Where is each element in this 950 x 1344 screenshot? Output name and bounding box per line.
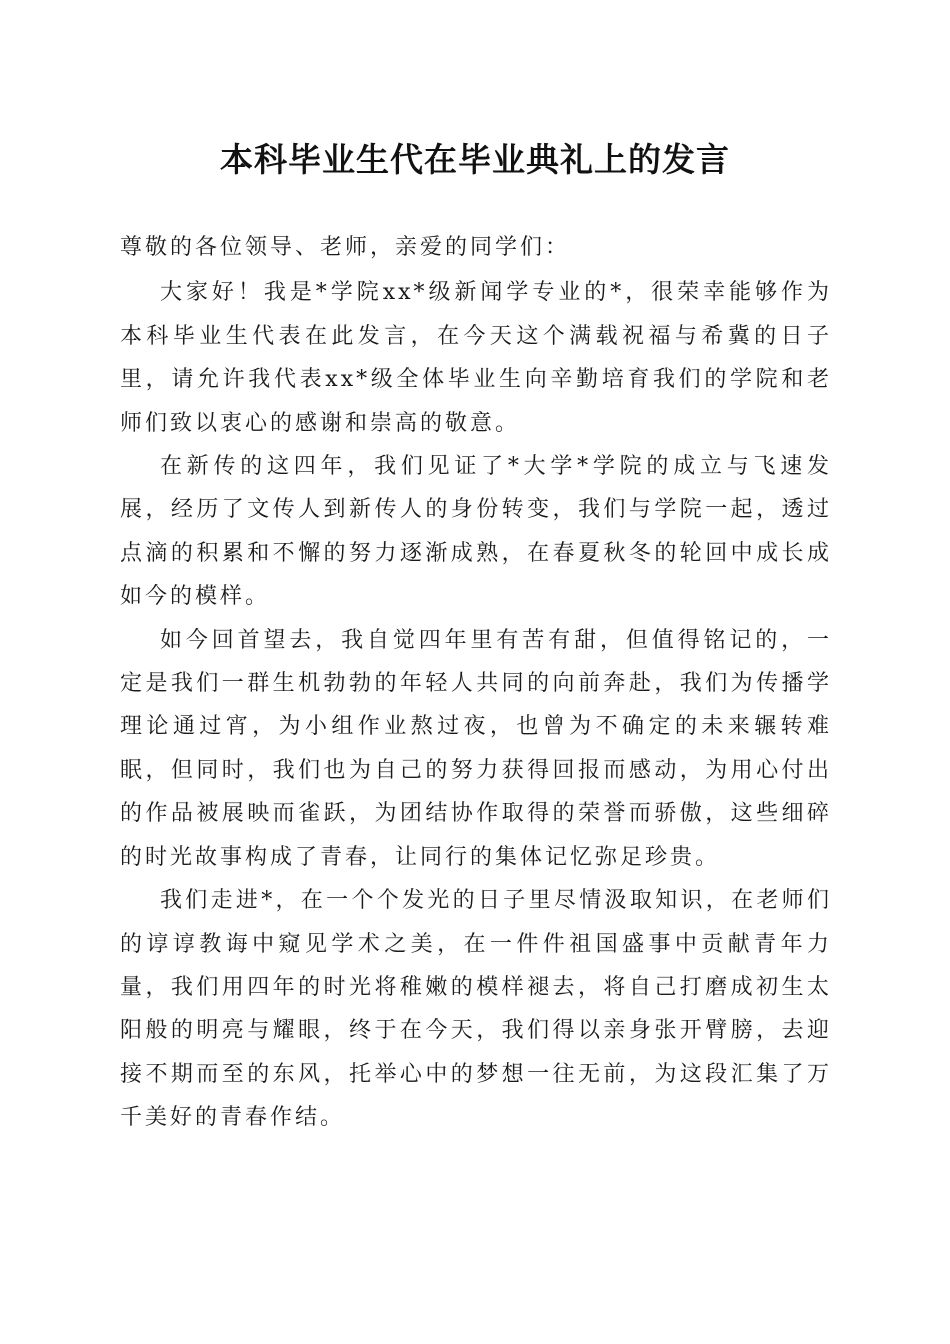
paragraph-4: 我们走进*，在一个个发光的日子里尽情汲取知识，在老师们的谆谆教诲中窥见学术之美，在一件件祖国盛事中贡献青年力量，我们用四年的时光将稚嫩的模样褪去，将自己打磨成初生太阳般的明亮与耀眼，终于在今天，我们得以亲身张开臂膀，去迎接不期而至的东风，托举心中的梦想一往无前，为这段汇集了万千美好的青春作结。 bbox=[120, 888, 832, 1131]
paragraph-2: 在新传的这四年，我们见证了*大学*学院的成立与飞速发展，经历了文传人到新传人的身份转变，我们与学院一起，透过点滴的积累和不懈的努力逐渐成熟，在春夏秋冬的轮回中成长成如今的模样。 bbox=[120, 454, 832, 610]
document-body bbox=[120, 226, 832, 1140]
paragraph-3: 如今回首望去，我自觉四年里有苦有甜，但值得铭记的，一定是我们一群生机勃勃的年轻人共同的向前奔赴，我们为传播学理论通过宵，为小组作业熬过夜，也曾为不确定的未来辗转难眠，但同时，我们也为自己的努力获得回报而感动，为用心付出的作品被展映而雀跃，为团结协作取得的荣誉而骄傲，这些细碎的时光故事构成了青春，让同行的集体记忆弥足珍贵。 bbox=[120, 627, 832, 870]
paragraph-1: 大家好！我是*学院xx*级新闻学专业的*，很荣幸能够作为本科毕业生代表在此发言，在今天这个满载祝福与希冀的日子里，请允许我代表xx*级全体毕业生向辛勤培育我们的学院和老师们致以衷心的感谢和崇高的敬意。 bbox=[120, 280, 832, 436]
salutation: 尊敬的各位领导、老师，亲爱的同学们： bbox=[120, 235, 571, 260]
document-title: 本科毕业生代在毕业典礼上的发言 bbox=[220, 140, 730, 179]
